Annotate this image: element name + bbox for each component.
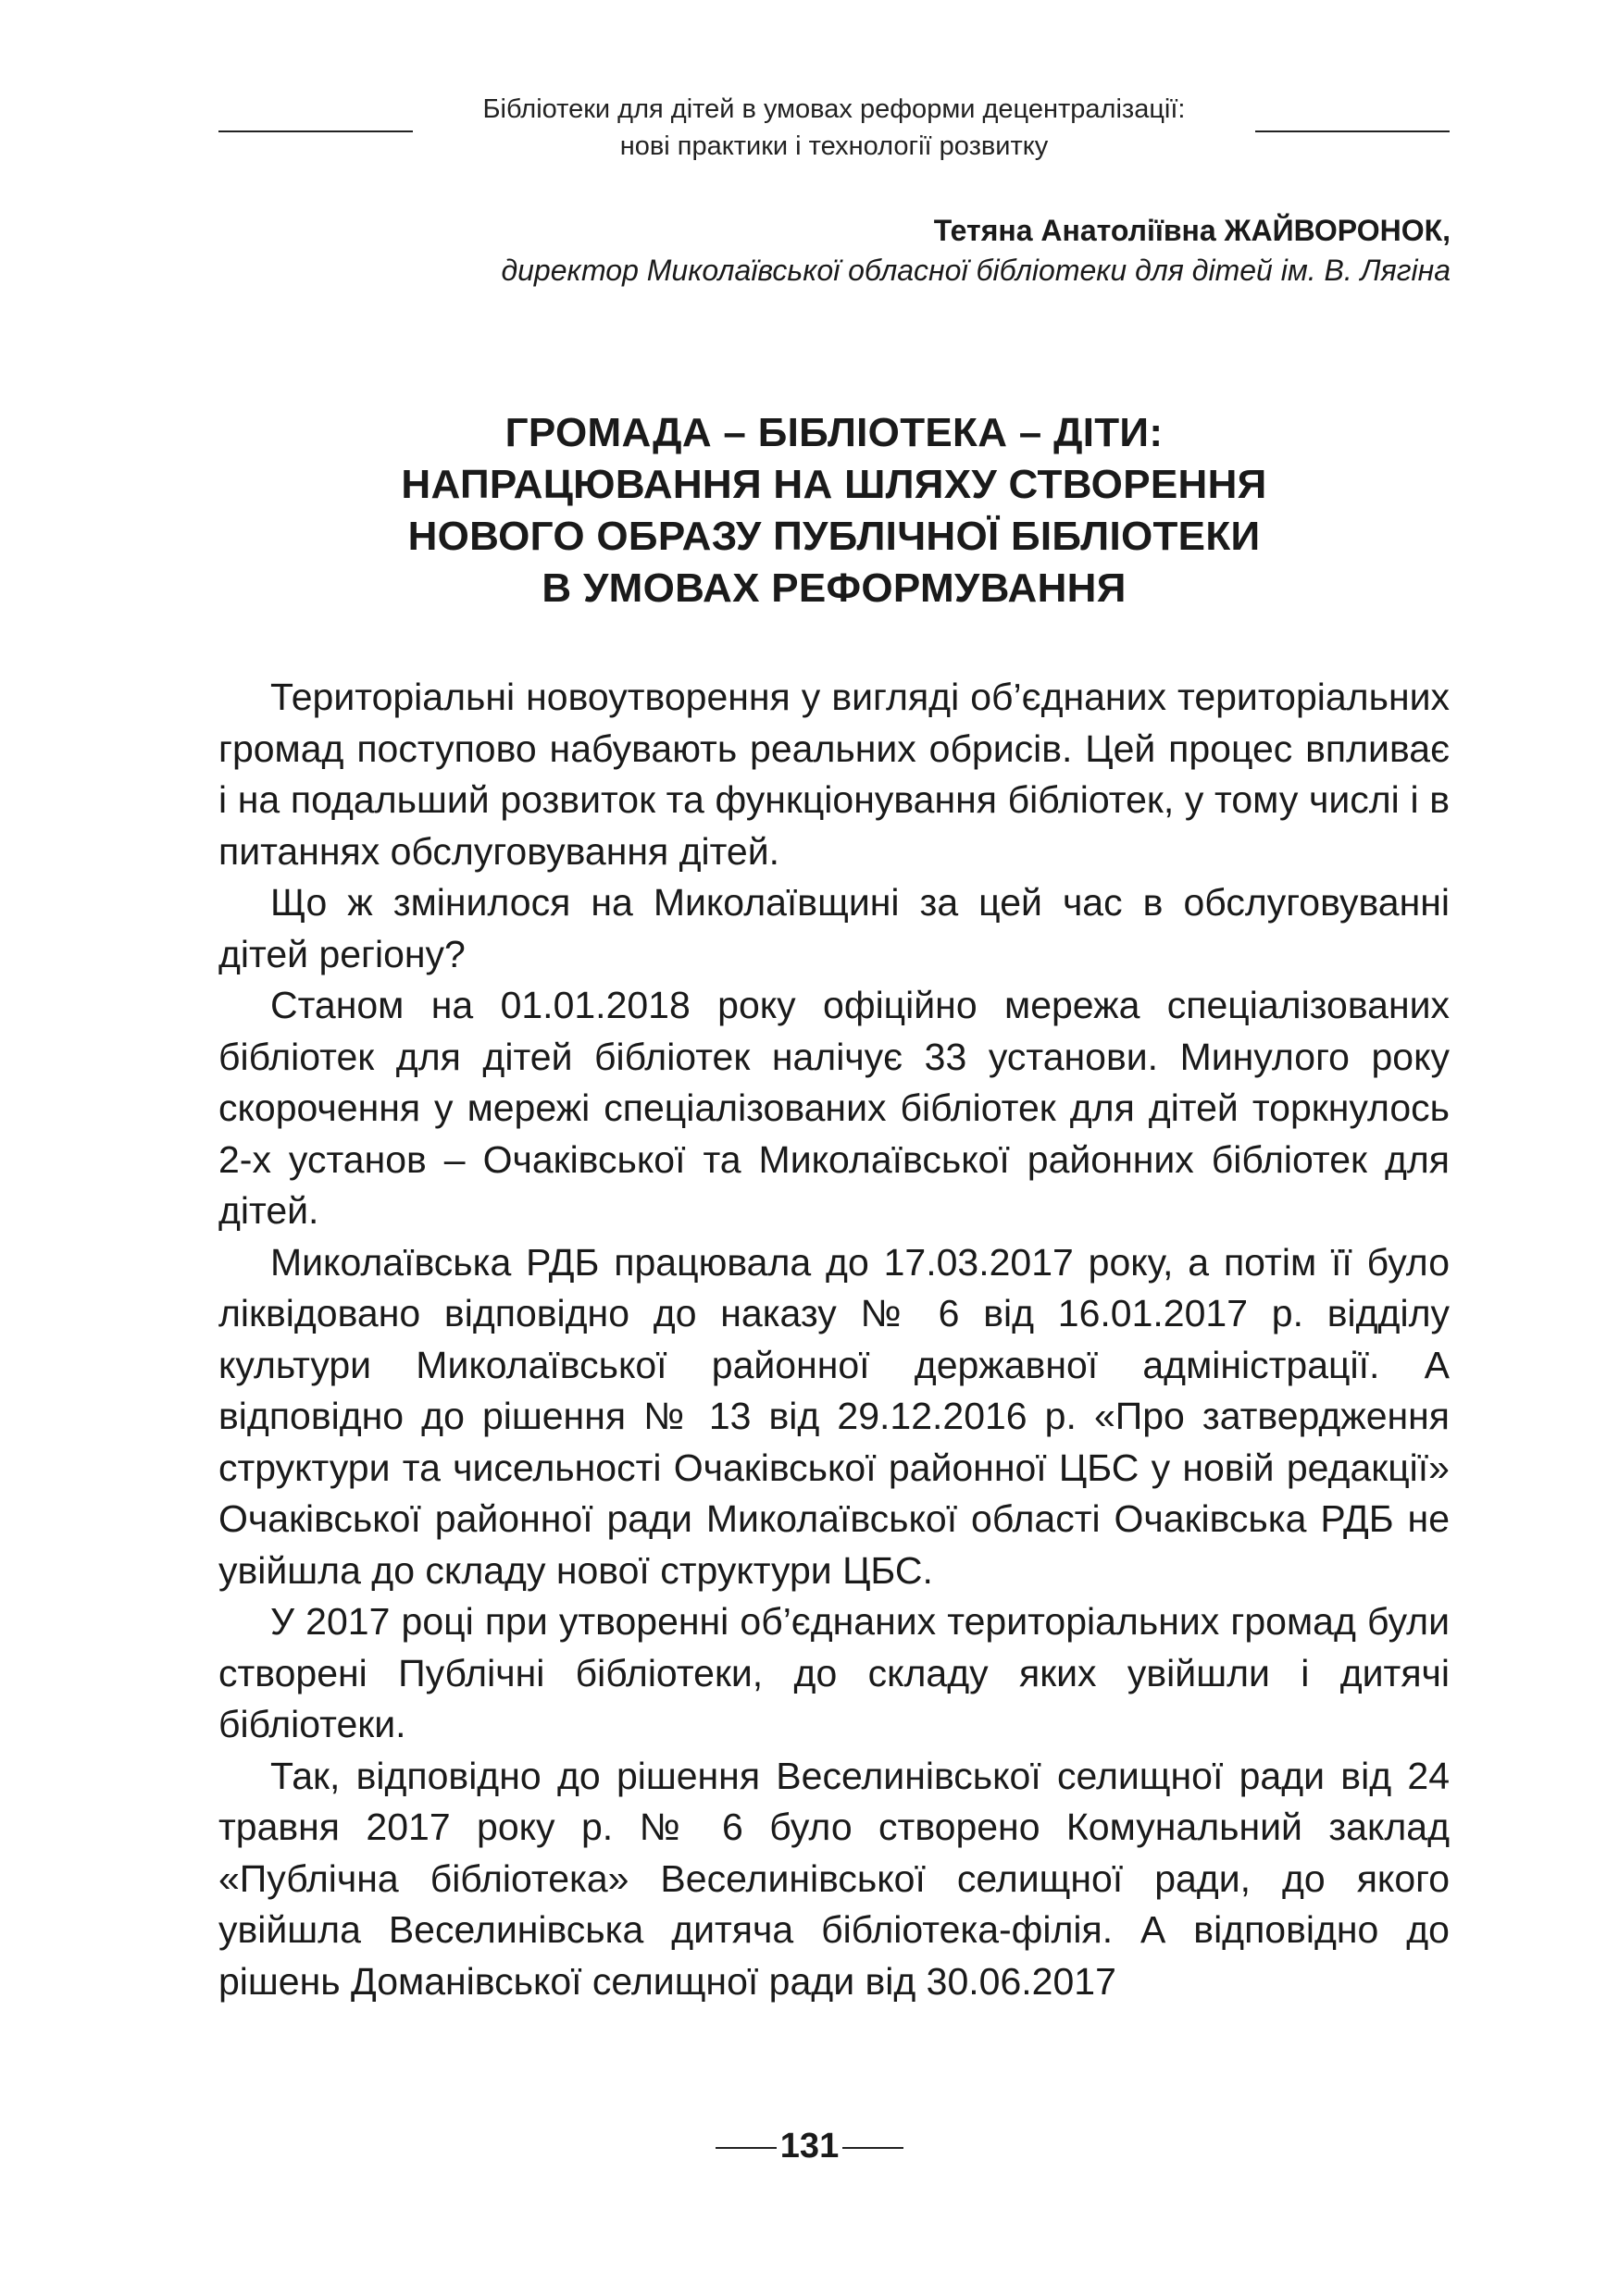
body-paragraph: Так, відповідно до рішення Веселинівської селищної ради від 24 травня 2017 року р. № 6 було створено Комунальний заклад «Публічна бібліотека» Веселинівської селищної ради, до якого увійшла Веселинівська дитяча бібліотека-філія. А відповідно до рішень Доманівської селищної ради від 30.06.2017 — [218, 1754, 1450, 2003]
folio-dash-left — [716, 2147, 777, 2149]
article-title — [218, 407, 1450, 614]
page-number — [0, 2125, 1619, 2167]
body-paragraph: У 2017 році при утворенні об’єднаних територіальних громад були створені Публічні бібліотеки, до складу яких увійшли і дитячі бібліотеки. — [218, 1600, 1450, 1745]
body-paragraph: Миколаївська РДБ працювала до 17.03.2017 року, а потім її було ліквідовано відповідно до наказу № 6 від 16.01.2017 р. відділу культури Миколаївської районної державної адміністрації. А відповідно до рішення № 13 від 29.12.2016 р. «Про затвердження структури та чисельності Очаківської районної ЦБС у новій редакції» Очаківської районної ради Миколаївської області Очаківська РДБ не увійшла до складу нової структури ЦБС. — [218, 1240, 1450, 1592]
body-paragraph: Станом на 01.01.2018 року офіційно мережа спеціалізованих бібліотек для дітей бібліотек налічує 33 установи. Минулого року скорочення у мережі спеціалізованих бібліотек для дітей торкнулось 2-х установ – Очаківської та Миколаївської районних бібліотек для дітей. — [218, 984, 1450, 1232]
title-line: В УМОВАХ РЕФОРМУВАННЯ — [542, 565, 1127, 611]
title-line: НОВОГО ОБРАЗУ ПУБЛІЧНОЇ БІБЛІОТЕКИ — [407, 514, 1261, 559]
page-number-value: 131 — [779, 2127, 840, 2166]
running-header-line-1: Бібліотеки для дітей в умовах реформи децентралізації: — [482, 94, 1186, 124]
author-block — [247, 211, 1451, 291]
running-header-text — [422, 91, 1246, 165]
header-rule-right — [1255, 130, 1450, 132]
body-paragraph: Територіальні новоутворення у вигляді об’єднаних територіальних громад поступово набувають реальних обрисів. Цей процес впливає і на подальший розвиток та функціонування бібліотек, у тому числі і в питаннях обслуговування дітей. — [218, 676, 1450, 873]
article-body — [218, 672, 1450, 2007]
author-position: директор Миколаївської обласної бібліотеки для дітей ім. В. Лягіна — [501, 254, 1451, 287]
running-header — [218, 91, 1450, 174]
title-line: НАПРАЦЮВАННЯ НА ШЛЯХУ СТВОРЕННЯ — [401, 462, 1267, 507]
body-paragraph: Що ж змінилося на Миколаївщині за цей час в обслуговуванні дітей регіону? — [218, 881, 1450, 975]
header-rule-left — [218, 130, 413, 132]
running-header-line-2: нові практики і технології розвитку — [619, 131, 1049, 161]
title-line: ГРОМАДА – БІБЛІОТЕКА – ДІТИ: — [504, 410, 1164, 455]
folio-dash-right — [842, 2147, 903, 2149]
author-name: Тетяна Анатоліївна ЖАЙВОРОНОК, — [933, 214, 1451, 247]
